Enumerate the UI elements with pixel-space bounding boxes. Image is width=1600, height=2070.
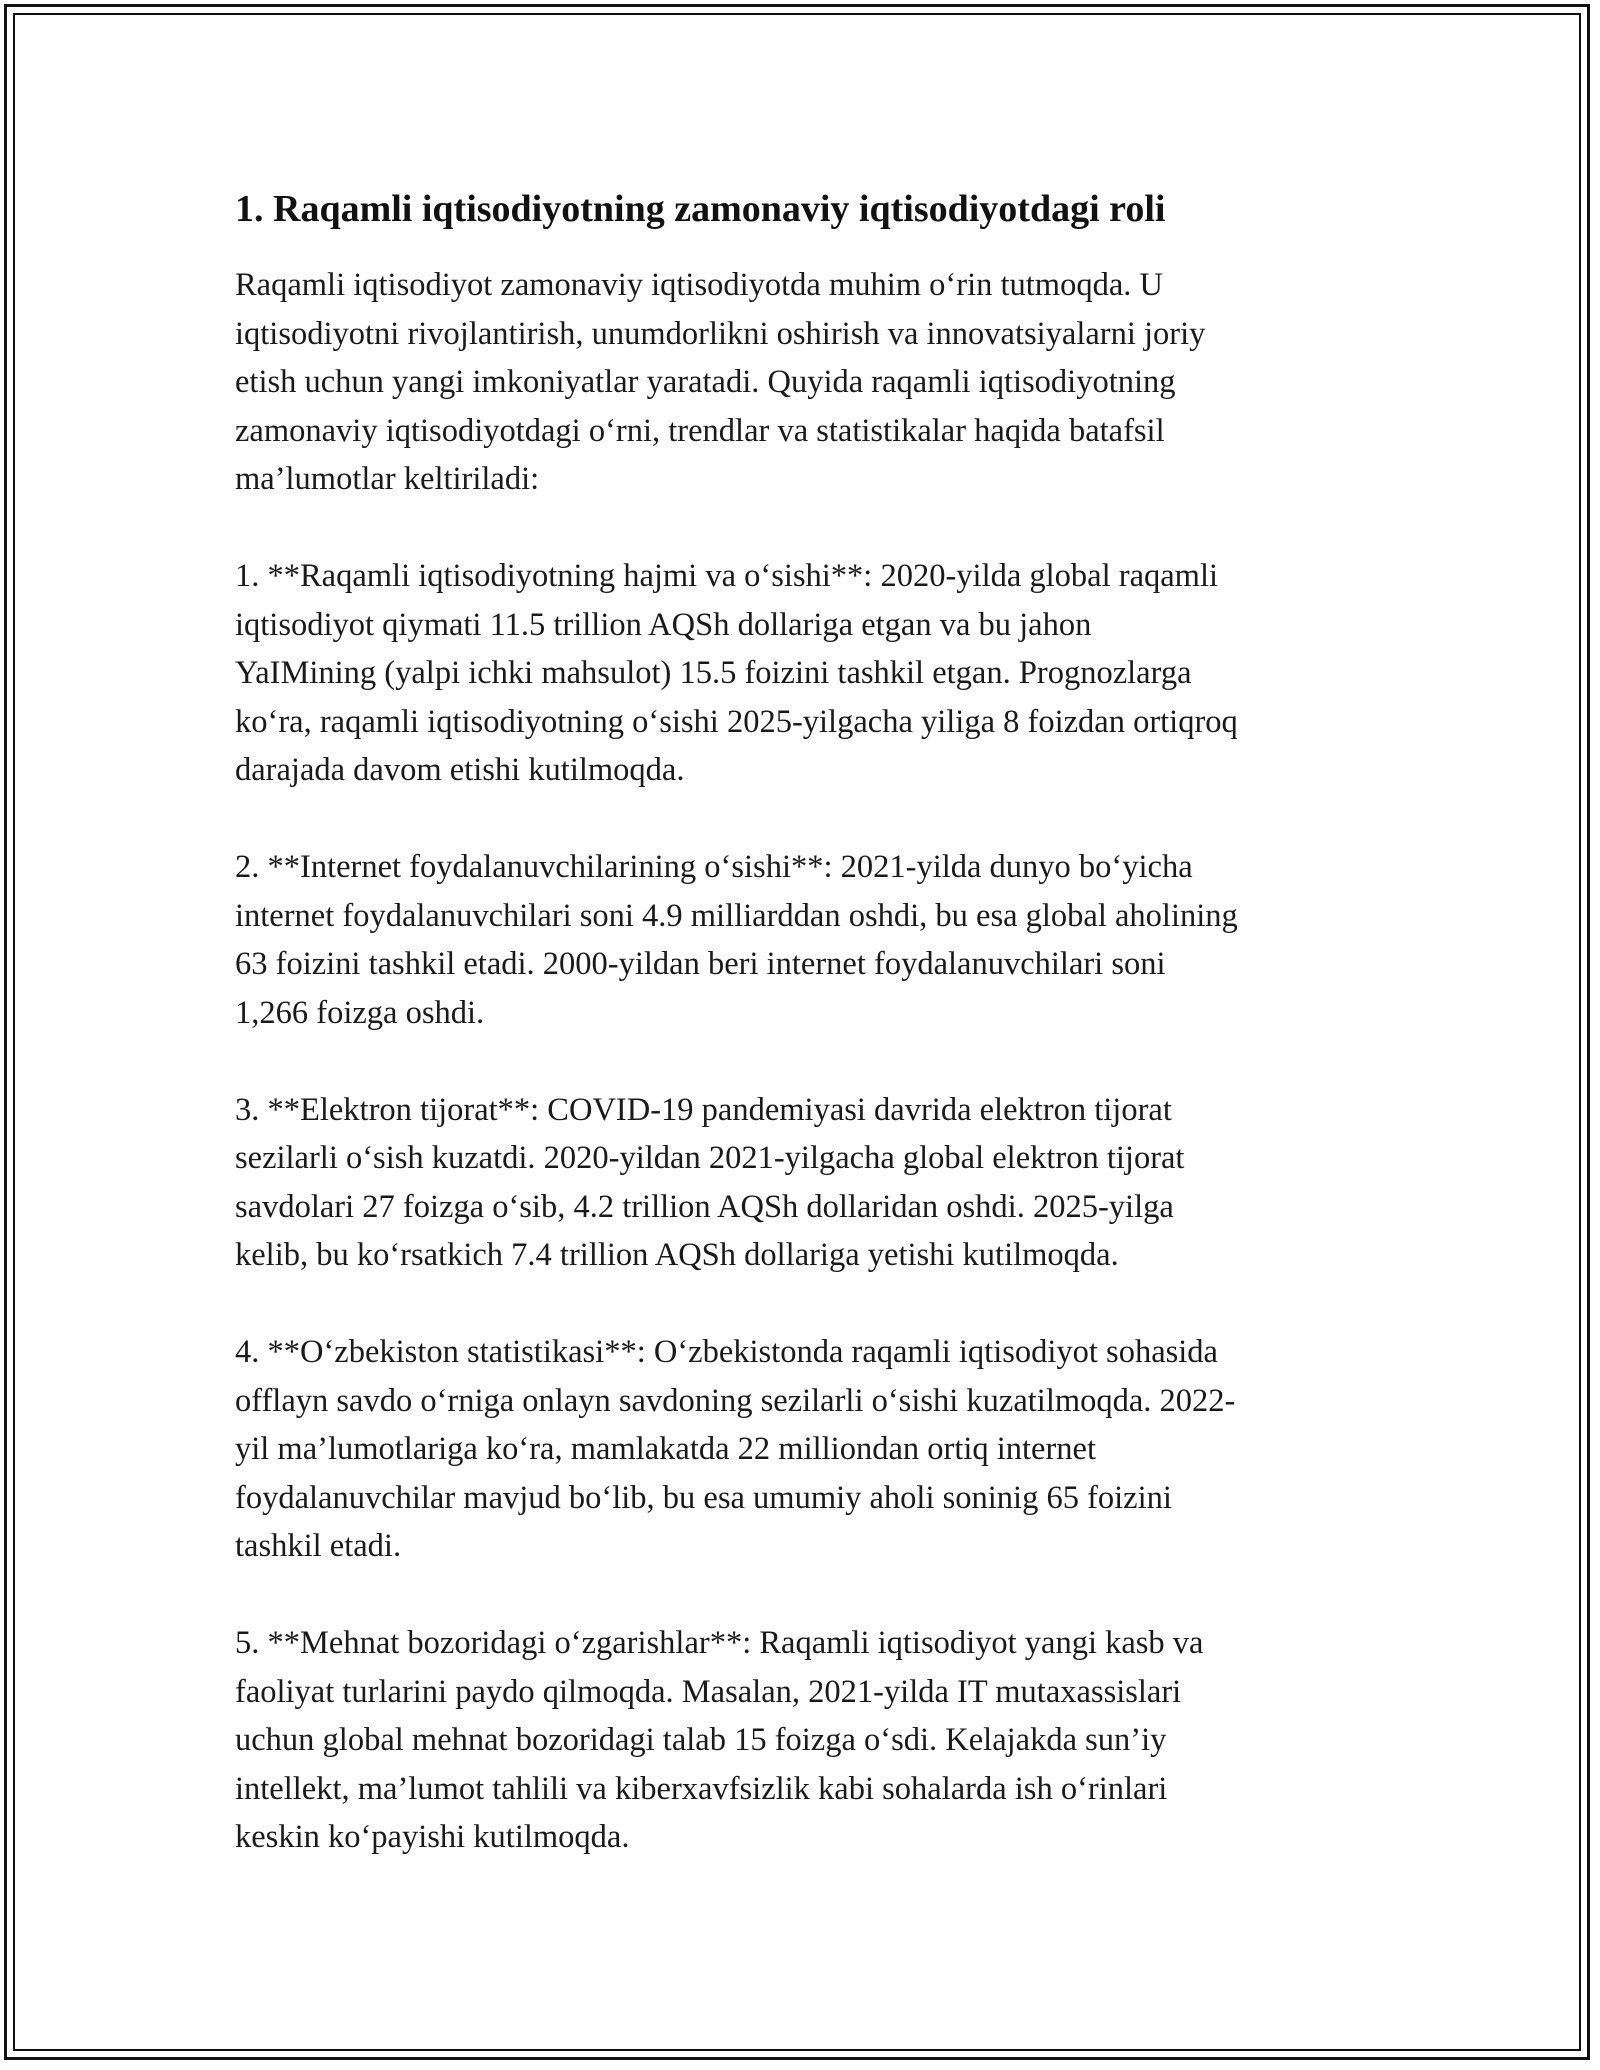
intro-paragraph: Raqamli iqtisodiyot zamonaviy iqtisodiyotda muhim o‘rin tutmoqda. U iqtisodiyotni rivojlantirish, unumdorlikni oshirish va innovatsiyalarni joriy etish uchun yangi imkoniyatlar yaratadi. Quyida raqamli iqtisodiyotning zamonaviy iqtisodiyotdagi o‘rni, trendlar va statistikalar haqida batafsil ma’lumotlar keltiriladi: [235, 267, 1206, 497]
list-item-1: 1. **Raqamli iqtisodiyotning hajmi va o‘sishi**: 2020-yilda global raqamli iqtisodiyot qiymati 11.5 trillion AQSh dollariga etgan va bu jahon YaIMining (yalpi ichki mahsulot) 15.5 foizini tashkil etgan. Prognozlarga ko‘ra, raqamli iqtisodiyotning o‘sishi 2025-yilgacha yiliga 8 foizdan ortiqroq darajada davom etishi kutilmoqda. [235, 558, 1238, 788]
document-body [235, 185, 1375, 1910]
section-heading: 1. Raqamli iqtisodiyotning zamonaviy iqtisodiyotdagi roli [235, 188, 1166, 230]
list-item-2: 2. **Internet foydalanuvchilarining o‘sishi**: 2021-yilda dunyo bo‘yicha internet foydalanuvchilari soni 4.9 milliarddan oshdi, bu esa global aholining 63 foizini tashkil etadi. 2000-yildan beri internet foydalanuvchilari soni 1,266 foizga oshdi. [235, 849, 1238, 1031]
list-item-5: 5. **Mehnat bozoridagi o‘zgarishlar**: Raqamli iqtisodiyot yangi kasb va faoliyat turlarini paydo qilmoqda. Masalan, 2021-yilda IT mutaxassislari uchun global mehnat bozoridagi talab 15 foizga o‘sdi. Kelajakda sun’iy intellekt, ma’lumot tahlili va kiberxavfsizlik kabi sohalarda ish o‘rinlari keskin ko‘payishi kutilmoqda. [235, 1625, 1204, 1855]
list-item-4: 4. **O‘zbekiston statistikasi**: O‘zbekistonda raqamli iqtisodiyot sohasida offlayn savdo o‘rniga onlayn savdoning sezilarli o‘sishi kuzatilmoqda. 2022- yil ma’lumotlariga ko‘ra, mamlakatda 22 milliondan ortiq internet foydalanuvchilar mavjud bo‘lib, bu esa umumiy aholi soninig 65 foizini tashkil etadi. [235, 1334, 1236, 1564]
list-item-3: 3. **Elektron tijorat**: COVID-19 pandemiyasi davrida elektron tijorat sezilarli o‘sish kuzatdi. 2020-yildan 2021-yilgacha global elektron tijorat savdolari 27 foizga o‘sib, 4.2 trillion AQSh dollaridan oshdi. 2025-yilga kelib, bu ko‘rsatkich 7.4 trillion AQSh dollariga yetishi kutilmoqda. [235, 1091, 1185, 1273]
